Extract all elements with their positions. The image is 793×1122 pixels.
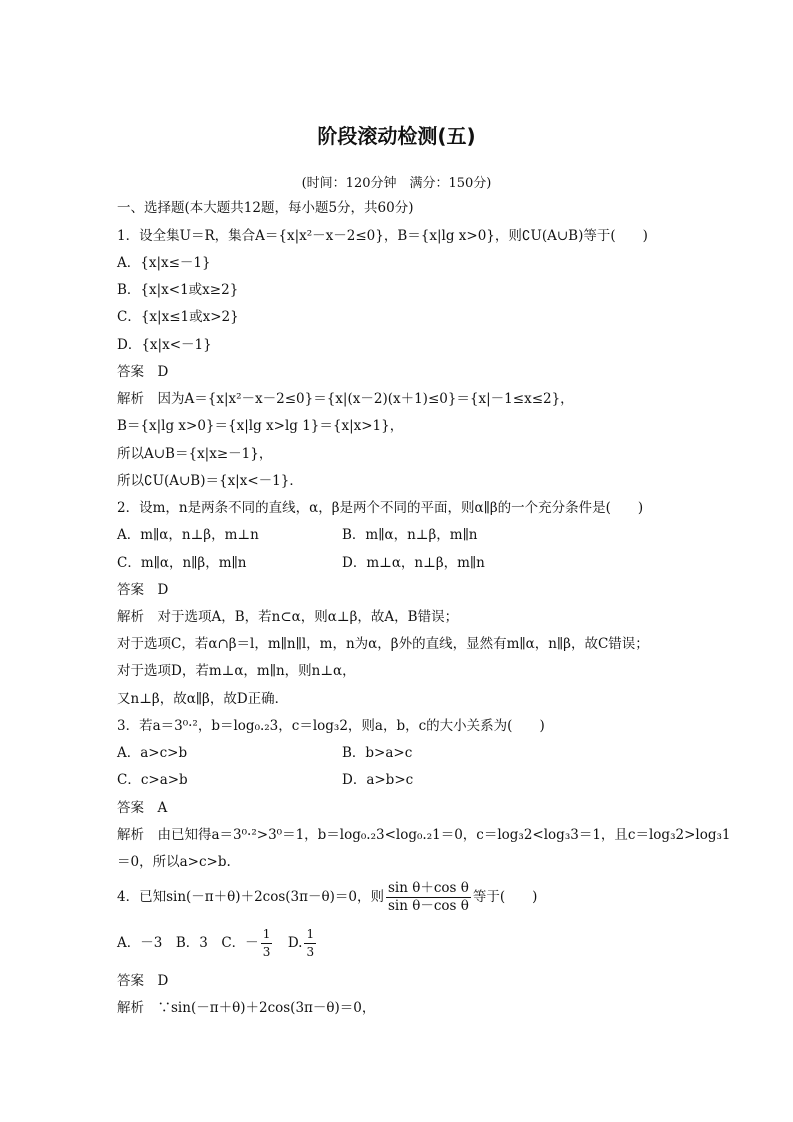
q4-stem xyxy=(117,880,537,915)
q2-option-d: D．m⊥α，n⊥β，m∥n xyxy=(342,555,485,571)
q4-stem-suffix: 等于( ) xyxy=(472,889,538,905)
q3-stem: 3．若a＝3⁰·²，b＝log₀.₂3，c＝log₃2，则a，b，c的大小关系为( ) xyxy=(117,718,545,734)
q1-answer: 答案 D xyxy=(117,364,169,380)
q4-option-c-denominator: 3 xyxy=(262,945,271,959)
q4-options-ab: A．－3 B．3 C．－ xyxy=(117,935,259,951)
q2-answer: 答案 D xyxy=(117,582,169,598)
q4-option-d-fraction xyxy=(304,926,316,961)
q1-option-d: D．{x|x<－1} xyxy=(117,337,212,353)
exam-meta: (时间：120分钟 满分：150分) xyxy=(301,176,492,191)
q2-solution-line: 又n⊥β，故α∥β，故D正确． xyxy=(117,691,289,707)
q1-option-a: A．{x|x≤－1} xyxy=(117,255,211,271)
q4-fraction xyxy=(386,880,471,915)
q1-solution-line: 所以A∪B＝{x|x≥－1}， xyxy=(117,446,273,462)
q3-solution-line: ＝0，所以a>c>b. xyxy=(117,854,231,870)
q3-answer: 答案 A xyxy=(117,800,168,816)
q4-option-c-fraction xyxy=(261,926,273,961)
q2-option-c: C．m∥α，n∥β，m∥n xyxy=(117,555,247,571)
q4-stem-prefix: 4．已知sin(－π＋θ)＋2cos(3π－θ)＝0，则 xyxy=(117,889,384,905)
q4-fraction-denominator: sin θ－cos θ xyxy=(387,898,469,914)
q3-option-c: C．c>a>b xyxy=(117,772,188,788)
q3-option-b: B．b>a>c xyxy=(342,745,413,761)
q4-solution-line: 解析 ∵sin(－π＋θ)＋2cos(3π－θ)＝0， xyxy=(117,1000,376,1016)
page-title: 阶段滚动检测(五) xyxy=(317,124,476,148)
q4-option-c-numerator: 1 xyxy=(261,926,273,944)
q2-solution-line: 对于选项D，若m⊥α，m∥n，则n⊥α， xyxy=(117,663,356,679)
q3-option-d: D．a>b>c xyxy=(342,772,414,788)
q1-solution-line: 解析 因为A＝{x|x²－x－2≤0}＝{x|(x－2)(x＋1)≤0}＝{x|－1≤x≤2}， xyxy=(117,391,574,407)
q1-stem: 1．设全集U＝R，集合A＝{x|x²－x－2≤0}，B＝{x|lg x>0}，则∁U(A∪B)等于( ) xyxy=(117,228,648,244)
section-heading: 一、选择题(本大题共12题，每小题5分，共60分) xyxy=(117,200,414,216)
q1-solution-line: B＝{x|lg x>0}＝{x|lg x>lg 1}＝{x|x>1}， xyxy=(117,418,404,434)
q4-option-d-denominator: 3 xyxy=(306,945,315,959)
q2-solution-line: 解析 对于选项A，B，若n⊂α，则α⊥β，故A，B错误； xyxy=(117,609,459,625)
q4-answer: 答案 D xyxy=(117,973,169,989)
q1-option-b: B．{x|x<1或x≥2} xyxy=(117,282,239,298)
q3-solution-line: 解析 由已知得a＝3⁰·²>3⁰＝1，b＝log₀.₂3<log₀.₂1＝0，c＝log₃2<log₃3＝1，且c＝log₃2>log₃1 xyxy=(117,827,731,843)
q2-option-a: A．m∥α，n⊥β，m⊥n xyxy=(117,527,259,543)
q1-option-c: C．{x|x≤1或x>2} xyxy=(117,309,239,325)
q4-fraction-numerator: sin θ＋cos θ xyxy=(387,880,469,896)
q2-option-b: B．m∥α，n⊥β，m∥n xyxy=(342,527,478,543)
q2-stem: 2．设m，n是两条不同的直线，α，β是两个不同的平面，则α∥β的一个充分条件是( ) xyxy=(117,500,644,516)
q2-solution-line: 对于选项C，若α∩β＝l，m∥n∥l，m，n为α，β外的直线，显然有m∥α，n∥β，故C错误； xyxy=(117,636,649,652)
q4-option-d-numerator: 1 xyxy=(304,926,316,944)
q4-option-d-label: D. xyxy=(274,935,303,951)
q1-solution-line: 所以∁U(A∪B)＝{x|x<－1}． xyxy=(117,473,303,489)
q3-option-a: A．a>c>b xyxy=(117,745,188,761)
q4-options xyxy=(117,926,318,961)
